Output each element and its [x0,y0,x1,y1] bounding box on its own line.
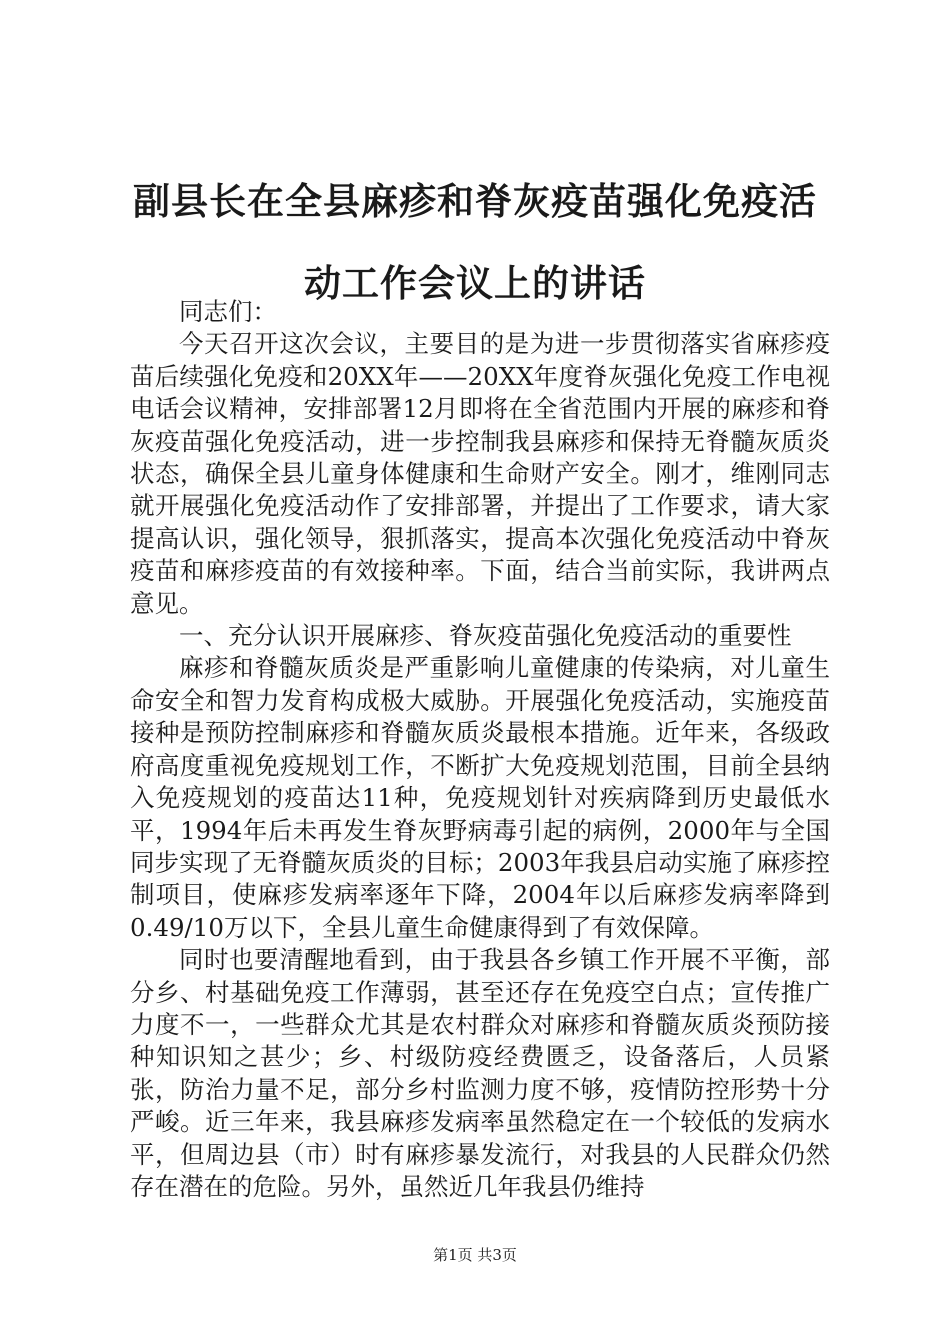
section-heading: 一、充分认识开展麻疹、脊灰疫苗强化免疫活动的重要性 [179,621,792,651]
paragraph: 麻疹和脊髓灰质炎是严重影响儿童健康的传染病，对儿童生命安全和智力发育构成极大威胁。开展强化免疫活动，实施疫苗接种是预防控制麻疹和脊髓灰质炎最根本措施。近年来，各级政府高度重视免疫规划工作，不断扩大免疫规划范围，目前全县纳入免疫规划的疫苗达11种，免疫规划针对疾病降到历史最低水平，1994年后未再发生脊灰野病毒引起的病例，2000年与全国同步实现了无脊髓灰质炎的目标；2003年我县启动实施了麻疹控制项目，使麻疹发病率逐年下降，2004年以后麻疹发病率降到0.49/10万以下，全县儿童生命健康得到了有效保障。 [130,653,830,942]
paragraph: 今天召开这次会议，主要目的是为进一步贯彻落实省麻疹疫苗后续强化免疫和20XX年——20XX年度脊灰强化免疫工作电视电话会议精神，安排部署12月即将在全省范围内开展的麻疹和脊灰疫苗强化免疫活动，进一步控制我县麻疹和保持无脊髓灰质炎状态，确保全县儿童身体健康和生命财产安全。刚才，维刚同志就开展强化免疫活动作了安排部署，并提出了工作要求，请大家提高认识，强化领导，狠抓落实，提高本次强化免疫活动中脊灰疫苗和麻疹疫苗的有效接种率。下面，结合当前实际，我讲两点意见。 [130,329,830,618]
page-number-footer: 第1页 共3页 [433,1246,517,1264]
salutation: 同志们： [179,297,277,326]
paragraph: 同时也要清醒地看到，由于我县各乡镇工作开展不平衡，部分乡、村基础免疫工作薄弱，甚至还存在免疫空白点；宣传推广力度不一，一些群众尤其是农村群众对麻疹和脊髓灰质炎预防接种知识知之甚少；乡、村级防疫经费匮乏，设备落后，人员紧张，防治力量不足，部分乡村监测力度不够，疫情防控形势十分严峻。近三年来，我县麻疹发病率虽然稳定在一个较低的发病水平，但周边县（市）时有麻疹暴发流行，对我县的人民群众仍然存在潜在的危险。另外，虽然近几年我县仍维持 [130,945,830,1201]
document-title: 副县长在全县麻疹和脊灰疫苗强化免疫活动工作会议上的讲话 [133,179,817,305]
document-body [130,296,830,1203]
